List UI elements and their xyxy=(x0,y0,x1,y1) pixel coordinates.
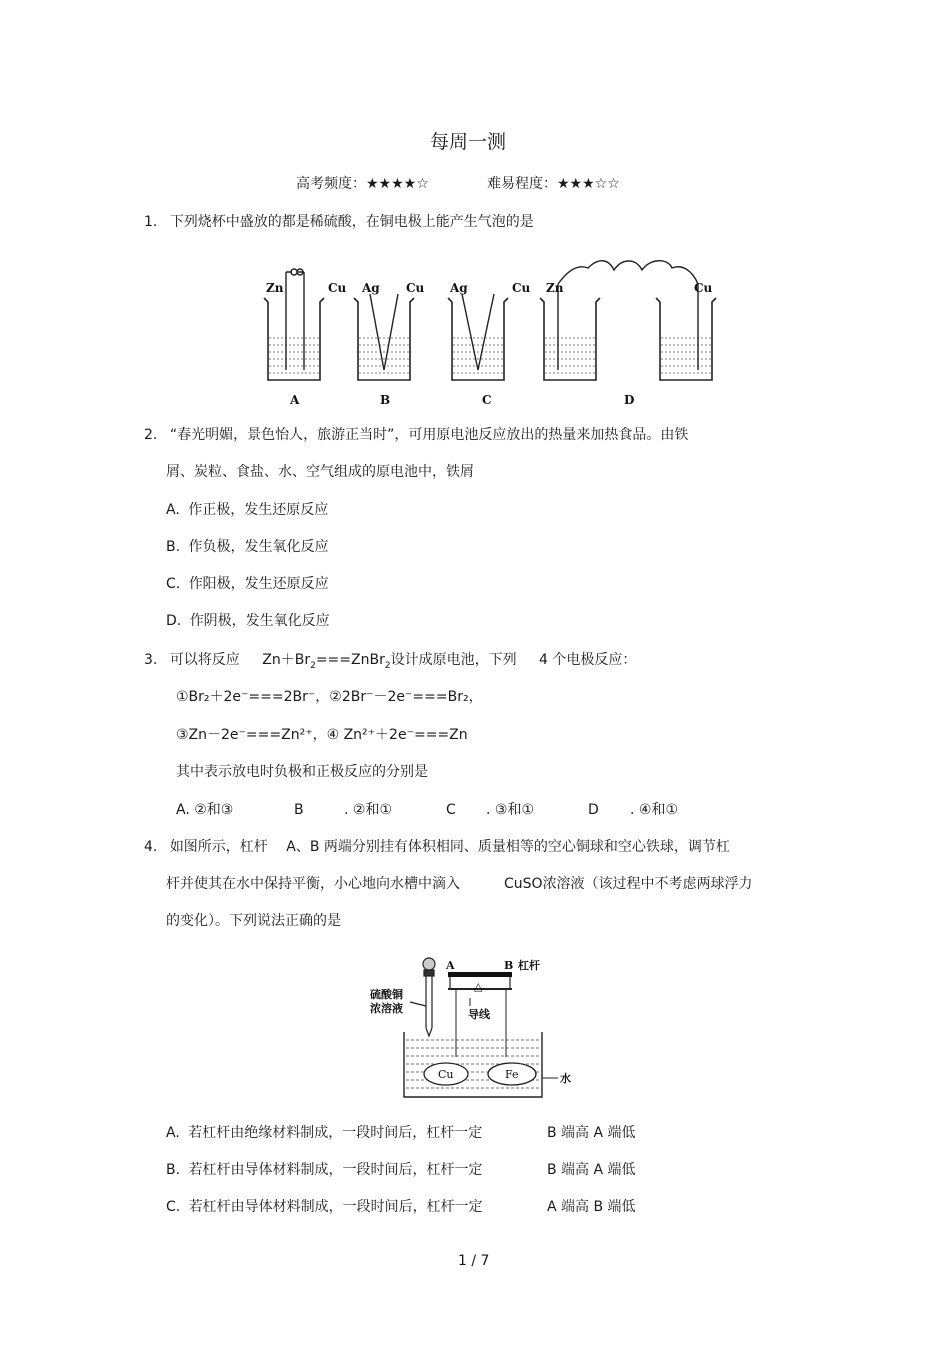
question-text-line2: 杆并使其在水中保持平衡，小心地向水槽中滴入 CuSO浓溶液（该过程中不考虑两球浮力 xyxy=(166,876,753,892)
label-a: A xyxy=(290,393,300,407)
question-2 xyxy=(144,426,688,444)
label-lever: 杠杆 xyxy=(518,959,540,972)
option-c-letter: C xyxy=(446,802,456,818)
label-ag-b: Ag xyxy=(362,281,380,295)
label-cu: Cu xyxy=(438,1068,454,1081)
option-a: A. ②和③ xyxy=(176,802,234,818)
question-number: 2. xyxy=(144,427,158,443)
label-cu-d: Cu xyxy=(694,281,713,295)
question-ask: 其中表示放电时负极和正极反应的分别是 xyxy=(176,764,428,780)
frequency-stars: ★★★★☆ xyxy=(366,176,429,192)
question-3: 3. 可以将反应 $Zn+Br_2===ZnBr_2$设计成原电池，下列 4 个电极反应： xyxy=(144,652,637,671)
question-text-line3: 的变化）。下列说法正确的是 xyxy=(166,913,341,929)
frequency-rating xyxy=(296,175,429,193)
page-number: 1 / 7 xyxy=(458,1253,490,1269)
electrode-reactions-1: ①Br₂＋2e⁻===2Br⁻，②2Br⁻－2e⁻===Br₂， xyxy=(176,689,483,705)
option-c: C. 若杠杆由导体材料制成，一段时间后，杠杆一定 xyxy=(166,1199,483,1215)
option-b: . ②和① xyxy=(344,802,393,818)
option-a: A. 若杠杆由绝缘材料制成，一段时间后，杠杆一定 xyxy=(166,1125,483,1141)
label-cu-c: Cu xyxy=(512,281,531,295)
option-d: D. 作阴极，发生氧化反应 xyxy=(166,613,330,629)
question-text: 下列烧杯中盛放的都是稀硫酸，在铜电极上能产生气泡的是 xyxy=(169,214,534,230)
beaker-d2-outline xyxy=(656,298,716,380)
option-a-tail: B 端高 A 端低 xyxy=(547,1125,636,1141)
option-b-tail: B 端高 A 端低 xyxy=(547,1162,636,1178)
label-b: B xyxy=(504,959,514,972)
electrode-reactions-2: ③Zn－2e⁻===Zn²⁺，④ Zn²⁺＋2e⁻===Zn xyxy=(176,727,468,743)
difficulty-stars: ★★★☆☆ xyxy=(557,176,620,192)
difficulty-rating xyxy=(487,175,620,193)
label-zn-a: Zn xyxy=(266,281,284,295)
label-water: 水 xyxy=(560,1072,571,1085)
label-cu-b: Cu xyxy=(406,281,425,295)
option-d: . ④和① xyxy=(630,802,679,818)
beaker-d1-outline xyxy=(540,298,600,380)
label-b: B xyxy=(380,393,391,407)
question-text-line2: 屑、炭粒、食盐、水、空气组成的原电池中，铁屑 xyxy=(166,464,474,480)
pivot-mark: △ xyxy=(474,980,483,993)
option-b-letter: B xyxy=(294,802,304,818)
reaction: $Zn+Br_2===ZnBr_2$ xyxy=(262,652,391,671)
label-ag-c: Ag xyxy=(450,281,468,295)
question-number: 1. xyxy=(144,214,158,230)
question-number: 3. xyxy=(144,652,158,668)
difficulty-label: 难易程度： xyxy=(487,176,557,192)
question-number: 4. xyxy=(144,839,158,855)
label-d: D xyxy=(624,393,635,407)
label-solution-1: 硫酸铜 xyxy=(370,988,403,1001)
label-cu-a: Cu xyxy=(328,281,347,295)
question-4: 4. 如图所示，杠杆 A、B 两端分别挂有体积相同、质量相等的空心铜球和空心铁球，调节杠 xyxy=(144,839,730,855)
option-a: A. 作正极，发生还原反应 xyxy=(166,502,329,518)
option-c: C. 作阳极，发生还原反应 xyxy=(166,576,329,592)
option-d-letter: D xyxy=(588,802,599,818)
label-solution-2: 浓溶液 xyxy=(370,1002,403,1015)
beaker-figure xyxy=(258,258,733,408)
label-a: A xyxy=(446,959,455,972)
option-c: . ③和① xyxy=(486,802,535,818)
question-text-line1: “春光明媚，景色怡人，旅游正当时”，可用原电池反应放出的热量来加热食品。由铁 xyxy=(169,427,689,443)
label-zn-d: Zn xyxy=(546,281,564,295)
beaker-a-outline xyxy=(264,298,324,380)
label-fe: Fe xyxy=(505,1068,519,1081)
option-c-tail: A 端高 B 端低 xyxy=(547,1199,636,1215)
option-b: B. 作负极，发生氧化反应 xyxy=(166,539,329,555)
frequency-label: 高考频度： xyxy=(296,176,366,192)
label-c: C xyxy=(482,393,492,407)
lever-figure xyxy=(366,952,586,1102)
page-title: 每周一测 xyxy=(430,131,507,153)
question-1 xyxy=(144,213,534,231)
label-wire: 导线 xyxy=(468,1008,490,1021)
option-b: B. 若杠杆由导体材料制成，一段时间后，杠杆一定 xyxy=(166,1162,483,1178)
lever-bar xyxy=(448,972,512,977)
